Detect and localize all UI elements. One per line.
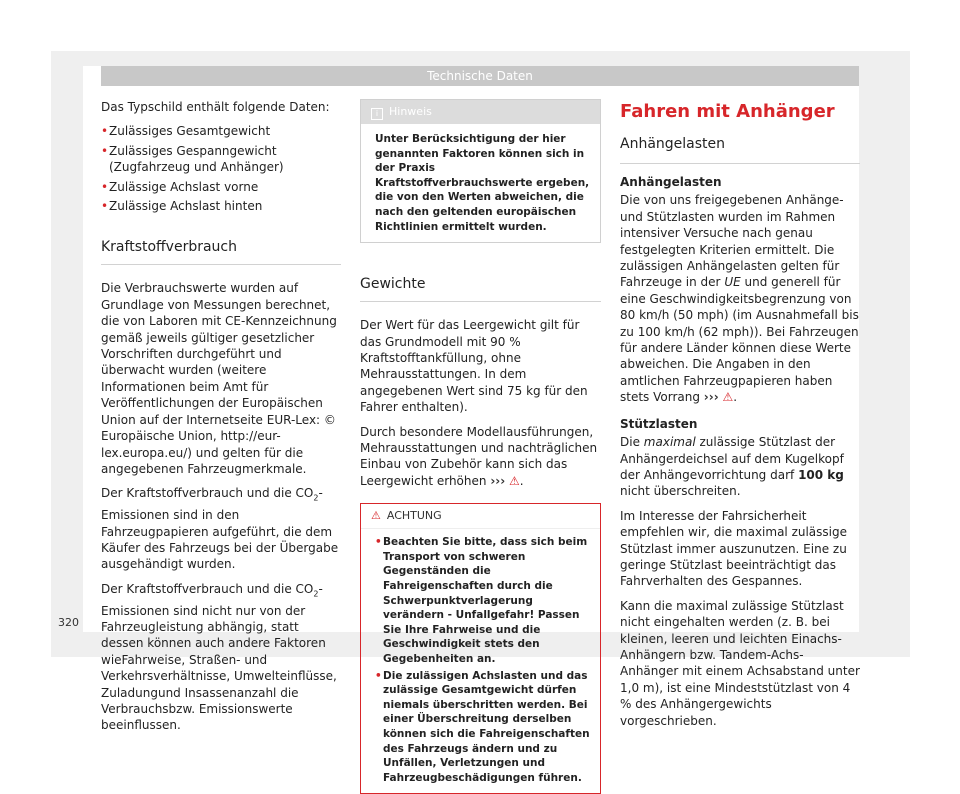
bullet-icon: •	[101, 143, 109, 158]
fuel-paragraph-2: Der Kraftstoffverbrauch und die $CO_2$-Emissionen sind in den Fahrzeugpapieren aufgeführt, die dem Käufer des Fahrzeugs bei der Übergabe ausgehändigt wurden.	[101, 486, 339, 572]
list-item: • Zulässige Achslast vorne	[101, 179, 259, 194]
bullet-icon: •	[375, 669, 382, 682]
warning-item: • Beachten Sie bitte, dass sich beim Transport von schweren Gegenständen die Fahreigenschaften durch die Schwerpunktverlagerung verändern - Unfallgefahr! Passen Sie Ihre Fahrweise und die Geschwindigkeit stets den Gegebenheiten an.	[375, 536, 588, 665]
support-loads-paragraph-3: Kann die maximal zulässige Stützlast nicht eingehalten werden (z. B. bei kleinen, leeren und leichten Einachs-Anhängern bzw. Tandem-Achs-Anhänger mit einem Achsabstand unter 1,0 m), ist eine Mindeststützlast von 4 % des Anhängergewichts vorgeschrieben.	[620, 598, 860, 728]
typeplate-intro: Das Typschild enthält folgende Daten:	[101, 100, 330, 114]
list-item: • Zulässiges Gesamtgewicht	[101, 124, 271, 139]
trailer-loads-paragraph: Die von uns freigegebenen Anhänge- und Stützlasten wurden im Rahmen intensiver Versuche nach genau festgelegten Kriterien ermittelt. Die zulässigen Anhängelasten gelten für Fahrzeuge in der UE und generell für eine Geschwindigkeitsbegrenzung von 80 km/h (50 mph) (im Ausnahmefall bis zu 100 km/h (62 mph)). Bei Fahrzeugen für andere Länder können diese Werte abweichen. Die Angaben in den amtlichen Fahrzeugpapieren haben stets Vorrang ››› ⚠.	[620, 193, 859, 405]
heading-support-loads: Stützlasten	[620, 416, 698, 431]
bullet-icon: •	[101, 199, 109, 214]
warning-triangle-icon: ⚠	[508, 473, 520, 488]
bullet-icon: •	[101, 124, 109, 139]
section-heading-weights: Gewichte	[360, 265, 601, 302]
hint-box	[360, 99, 601, 243]
warning-item: • Die zulässigen Achslasten und das zulässige Gesamtgewicht dürfen niemals überschritten werden. Bei einer Überschreitung derselben können sich die Fahreigenschaften des Fahrzeugs ändern und zu Unfällen, Verletzungen und Fahrzeugbeschädigungen führen.	[375, 669, 590, 784]
column-middle	[360, 99, 601, 794]
info-icon: i	[371, 108, 383, 120]
page-number: 320	[58, 616, 79, 629]
bullet-icon: •	[375, 536, 382, 549]
fuel-paragraph-1: Die Verbrauchswerte wurden auf Grundlage von Messungen berechnet, die von Laboren mit CE-Kennzeichnung gemäß jeweils gültiger gesetzlicher Vorschriften durchgeführt und überwacht wurden (weitere Informationen beim Amt für Veröffentlichungen der Europäischen Union auf der Internetseite EUR-Lex: © Europäische Union, http://eur-lex.europa.eu/) und gelten für die angegebenen Fahrzeugmerkmale.	[101, 281, 337, 476]
reference-arrow-icon[interactable]: ›››	[703, 390, 719, 405]
bullet-icon: •	[101, 179, 109, 194]
weights-paragraph-2: Durch besondere Modellausführungen, Mehrausstattungen und nachträglichen Einbau von Zubehör kann sich das Leergewicht erhöhen ››› ⚠.	[360, 424, 598, 488]
warning-triangle-icon: ⚠	[371, 509, 381, 523]
support-loads-paragraph-1: Die maximal zulässige Stützlast der Anhängerdeichsel auf dem Kugelkopf der Anhängevorrichtung darf 100 kg nicht überschreiten.	[620, 435, 844, 499]
hint-text: Unter Berücksichtigung der hier genannten Faktoren können sich in der Praxis Kraftstoffverbrauchswerte ergeben, die von den Werten abweichen, die nach den geltenden europäischen Richtlinien ermittelt wurden.	[375, 133, 590, 233]
chapter-header: Technische Daten	[101, 66, 859, 86]
warning-box	[360, 503, 601, 794]
subsection-heading: Anhängelasten	[620, 135, 860, 164]
section-title-trailer: Fahren mit Anhänger	[620, 101, 835, 122]
support-loads-paragraph-2: Im Interesse der Fahrsicherheit empfehlen wir, die maximal zulässige Stützlast immer auszunutzen. Eine zu geringe Stützlast beeinträchtigt das Fahrverhalten des Gespannes.	[620, 508, 847, 589]
typeplate-list	[101, 123, 341, 214]
warning-label: ACHTUNG	[386, 509, 442, 523]
list-item: • Zulässige Achslast hinten	[101, 199, 263, 214]
column-left	[101, 99, 341, 742]
fuel-paragraph-3: Der Kraftstoffverbrauch und die $CO_2$-Emissionen sind nicht nur von der Fahrzeugleistung abhängig, statt dessen können auch andere Faktoren wieFahrweise, Straßen- und Verkehrsverhältnisse, Umwelteinflüsse, Zuladungund Insassenanzahl die Verbrauchsbzw. Emissionswerte beeinflussen.	[101, 581, 337, 733]
weights-paragraph-1: Der Wert für das Leergewicht gilt für das Grundmodell mit 90 % Kraftstofftankfüllung, ohne Mehrausstattungen. In dem angegebenen Wert sind 75 kg für den Fahrer enthalten).	[360, 318, 588, 415]
hint-label: Hinweis	[389, 105, 432, 118]
list-item: • Zulässiges Gespanngewicht (Zugfahrzeug und Anhänger)	[101, 143, 284, 175]
section-heading-fuel: Kraftstoffverbrauch	[101, 228, 341, 265]
column-right	[620, 99, 860, 737]
heading-trailer-loads: Anhängelasten	[620, 175, 722, 189]
reference-arrow-icon[interactable]: ›››	[490, 473, 506, 488]
warning-triangle-icon: ⚠	[722, 390, 734, 405]
